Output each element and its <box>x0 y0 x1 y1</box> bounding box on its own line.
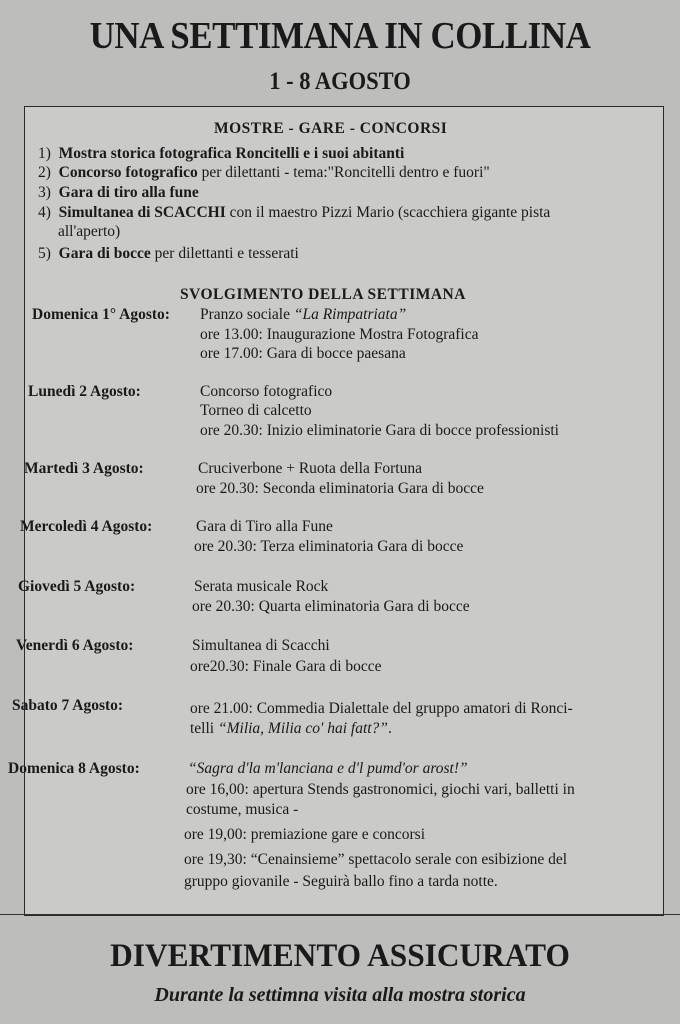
schedule-heading: SVOLGIMENTO DELLA SETTIMANA <box>180 286 466 303</box>
event-line: Gara di Tiro alla Fune <box>196 518 333 535</box>
event-line: Concorso fotografico <box>200 383 333 400</box>
event-line: ore 21.00: Commedia Dialettale del gruppo amatori di Ronci- <box>190 700 573 717</box>
poster-title: UNA SETTIMANA IN COLLINA <box>89 15 591 57</box>
event-line: telli “Milia, Milia co' hai fatt?”. <box>190 720 392 737</box>
competition-item-continuation: all'aperto) <box>58 223 121 240</box>
event-line: ore 20.30: Inizio eliminatorie Gara di bocce professionisti <box>200 422 559 439</box>
day-label: Venerdì 6 Agosto: <box>16 637 134 654</box>
event-line: ore 20.30: Terza eliminatoria Gara di bocce <box>194 538 464 555</box>
event-line: costume, musica - <box>186 801 299 818</box>
competition-item: 5) Gara di bocce per dilettanti e tesserati <box>38 245 299 262</box>
event-line: “Sagra d'la m'lanciana e d'l pumd'or arost!” <box>188 760 468 777</box>
event-line: Cruciverbone + Ruota della Fortuna <box>198 460 422 477</box>
event-line: ore 16,00: apertura Stends gastronomici, giochi vari, balletti in <box>186 781 575 798</box>
competition-item: 4) Simultanea di SCACCHI con il maestro Pizzi Mario (scacchiera gigante pista <box>38 204 551 221</box>
event-line: ore20.30: Finale Gara di bocce <box>190 658 382 675</box>
poster-dates: 1 - 8 AGOSTO <box>269 68 411 95</box>
event-line: Pranzo sociale “La Rimpatriata” <box>200 306 407 323</box>
event-line: ore 19,30: “Cenainsieme” spettacolo serale con esibizione del <box>184 851 568 868</box>
day-label: Sabato 7 Agosto: <box>12 697 124 714</box>
day-label: Giovedì 5 Agosto: <box>18 578 136 595</box>
day-label: Martedì 3 Agosto: <box>24 460 144 477</box>
competition-item: 1) Mostra storica fotografica Roncitelli e i suoi abitanti <box>38 145 405 162</box>
competition-item: 3) Gara di tiro alla fune <box>38 184 199 201</box>
footer-subtitle: Durante la settimna visita alla mostra storica <box>154 984 526 1006</box>
event-line: Simultanea di Scacchi <box>192 637 330 654</box>
day-label: Mercoledì 4 Agosto: <box>20 518 153 535</box>
event-line: ore 20.30: Quarta eliminatoria Gara di bocce <box>192 598 470 615</box>
footer-title: DIVERTIMENTO ASSICURATO <box>110 938 570 974</box>
event-line: ore 20.30: Seconda eliminatoria Gara di bocce <box>196 480 484 497</box>
divider-line <box>0 914 680 915</box>
day-label: Lunedì 2 Agosto: <box>28 383 141 400</box>
event-line: ore 13.00: Inaugurazione Mostra Fotografica <box>200 326 479 343</box>
competitions-heading: MOSTRE - GARE - CONCORSI <box>214 120 448 137</box>
event-line: ore 19,00: premiazione gare e concorsi <box>184 826 426 843</box>
event-line: ore 17.00: Gara di bocce paesana <box>200 345 406 362</box>
day-label: Domenica 8 Agosto: <box>8 760 140 777</box>
event-line: Torneo di calcetto <box>200 402 312 419</box>
event-line: gruppo giovanile - Seguirà ballo fino a tarda notte. <box>184 873 498 890</box>
event-line: Serata musicale Rock <box>194 578 329 595</box>
competition-item: 2) Concorso fotografico per dilettanti - tema:"Roncitelli dentro e fuori" <box>38 164 490 181</box>
day-label: Domenica 1° Agosto: <box>32 306 170 323</box>
